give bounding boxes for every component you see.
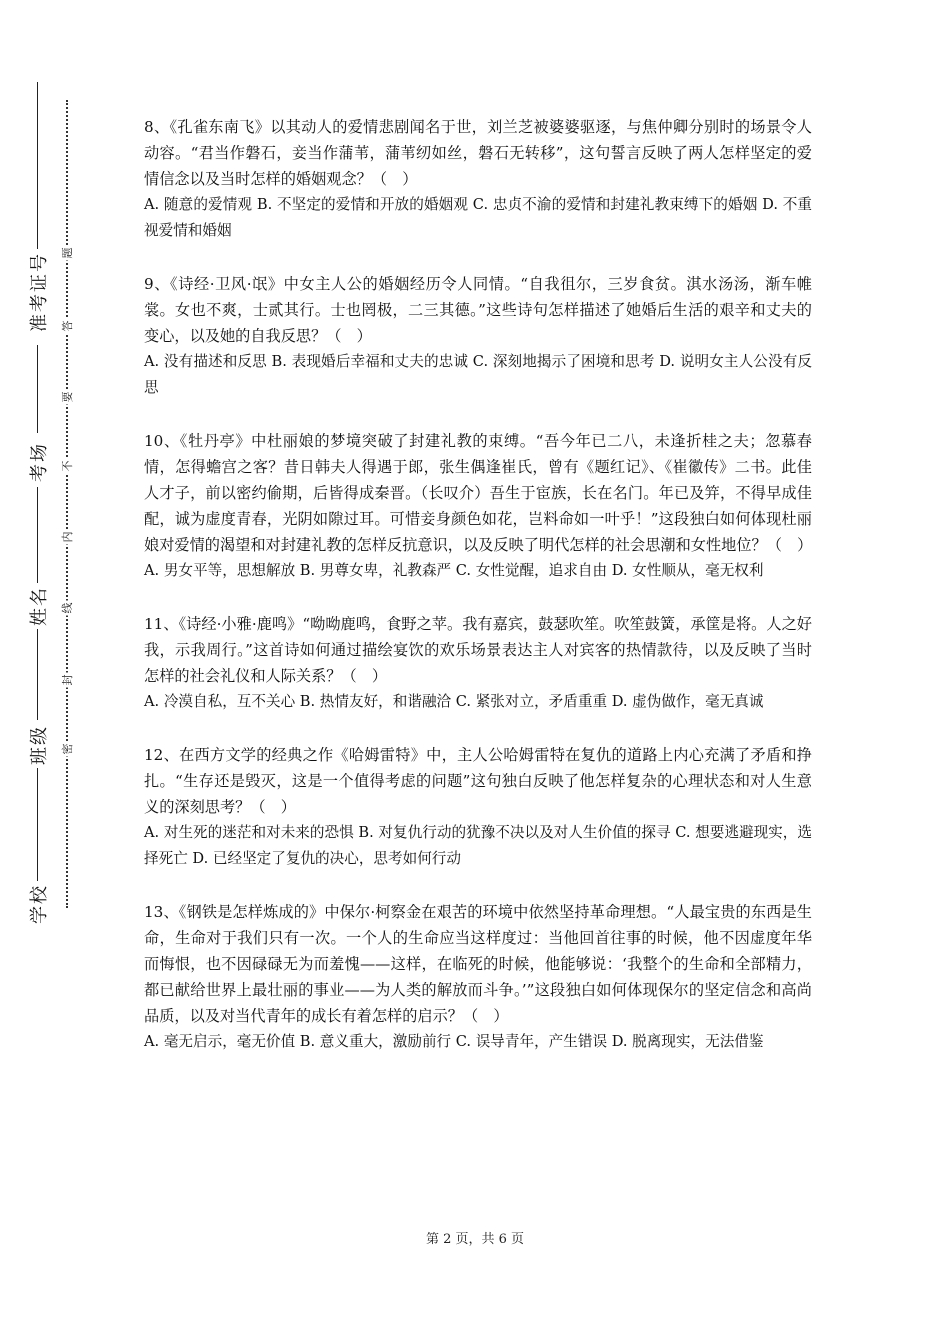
seal-char: 题 xyxy=(58,246,76,261)
question-13 xyxy=(144,899,812,1055)
question-9 xyxy=(144,271,812,401)
seal-char: 封 xyxy=(58,673,76,688)
admission-number-label: 准考证号 xyxy=(25,249,51,335)
name-label: 姓名 xyxy=(25,583,51,629)
question-12 xyxy=(144,742,812,872)
seal-char: 线 xyxy=(58,601,76,616)
question-text: 13、《钢铁是怎样炼成的》中保尔·柯察金在艰苦的环境中依然坚持革命理想。“人最宝贵的东西是生命，生命对于我们只有一次。一个人的生命应当这样度过：当他回首往事的时候，他不因虚度年华而悔恨，也不因碌碌无为而羞愧——这样，在临死的时候，他能够说：‘我整个的生命和全部精力，都已献给世界上最壮丽的事业——为人类的解放而斗争。’”这段独白如何体现保尔的坚定信念和高尚品质，以及对当代青年的成长有着怎样的启示？（ ） xyxy=(144,903,812,1025)
question-text: 11、《诗经·小雅·鹿鸣》“呦呦鹿鸣，食野之苹。我有嘉宾，鼓瑟吹笙。吹笙鼓簧，承筐是将。人之好我，示我周行。”这首诗如何通过描绘宴饮的欢乐场景表达主人对宾客的热情款待，以及反映了当时怎样的社会礼仪和人际关系？（ ） xyxy=(144,615,812,685)
question-text: 10、《牡丹亭》中杜丽娘的梦境突破了封建礼教的束缚。“吾今年已二八，未逢折桂之夫；忽慕春情，怎得蟾宫之客？昔日韩夫人得遇于郎，张生偶逢崔氏，曾有《题红记》、《崔徽传》二书。此佳人才子，前以密约偷期，后皆得成秦晋。（长叹介）吾生于宦族，长在名门。年已及笄，不得早成佳配，诚为虚度青春，光阴如隙过耳。可惜妾身颜色如花，岂料命如一叶乎！”这段独白如何体现杜丽娘对爱情的渴望和对封建礼教的怎样反抗意识，以及反映了明代怎样的社会思潮和女性地位？（ ） xyxy=(144,432,813,554)
seal-dotted-line xyxy=(66,100,68,908)
class-label: 班级 xyxy=(25,722,51,768)
school-label: 学校 xyxy=(25,881,51,927)
binding-line xyxy=(37,622,38,720)
question-text: 12、在西方文学的经典之作《哈姆雷特》中，主人公哈姆雷特在复仇的道路上内心充满了矛盾和挣扎。“生存还是毁灭，这是一个值得考虑的问题”这句独白反映了他怎样复杂的心理状态和对人生意义的深刻思考？（ ） xyxy=(144,746,812,816)
question-options: A. 冷漠自私，互不关心 B. 热情友好，和谐融洽 C. 紧张对立，矛盾重重 D. 虚伪做作，毫无真诚 xyxy=(144,693,764,710)
binding-line xyxy=(37,768,38,883)
question-text: 8、《孔雀东南飞》以其动人的爱情悲剧闻名于世，刘兰芝被婆婆驱逐，与焦仲卿分别时的场景令人动容。“君当作磐石，妾当作蒲苇，蒲苇纫如丝，磐石无转移”，这句誓言反映了两人怎样坚定的爱情信念以及当时怎样的婚姻观念？（ ） xyxy=(144,118,812,188)
seal-char: 答 xyxy=(58,319,76,334)
exam-room-label: 考场 xyxy=(25,439,51,485)
question-options: A. 没有描述和反思 B. 表现婚后幸福和丈夫的忠诚 C. 深刻地揭示了困境和思考 D. 说明女主人公没有反思 xyxy=(144,353,812,396)
question-text: 9、《诗经·卫风·氓》中女主人公的婚姻经历令人同情。“自我徂尔，三岁食贫。淇水汤汤，渐车帷裳。女也不爽，士贰其行。士也罔极，二三其德。”这些诗句怎样描述了她婚后生活的艰辛和丈夫的变心，以及她的自我反思？（ ） xyxy=(144,275,812,345)
question-options: A. 毫无启示，毫无价值 B. 意义重大，激励前行 C. 误导青年，产生错误 D. 脱离现实，无法借鉴 xyxy=(144,1033,764,1050)
page-number: 第 2 页，共 6 页 xyxy=(425,1232,525,1247)
question-options: A. 男女平等，思想解放 B. 男尊女卑，礼教森严 C. 女性觉醒，追求自由 D. 女性顺从，毫无权利 xyxy=(144,562,764,579)
question-options: A. 对生死的迷茫和对未来的恐惧 B. 对复仇行动的犹豫不决以及对人生价值的探寻 C. 想要逃避现实，选择死亡 D. 已经坚定了复仇的决心，思考如何行动 xyxy=(144,824,812,867)
question-list xyxy=(144,114,812,1082)
binding-line xyxy=(37,345,38,433)
seal-char: 密 xyxy=(58,742,76,757)
seal-char: 不 xyxy=(58,459,76,474)
question-11 xyxy=(144,611,812,715)
seal-char: 要 xyxy=(58,390,76,405)
question-options: A. 随意的爱情观 B. 不坚定的爱情和开放的婚姻观 C. 忠贞不渝的爱情和封建礼教束缚下的婚姻 D. 不重视爱情和婚姻 xyxy=(144,196,812,239)
question-8 xyxy=(144,114,812,244)
binding-line xyxy=(37,487,38,587)
seal-char: 内 xyxy=(58,530,76,545)
binding-margin xyxy=(0,0,110,1344)
question-10 xyxy=(144,428,812,584)
